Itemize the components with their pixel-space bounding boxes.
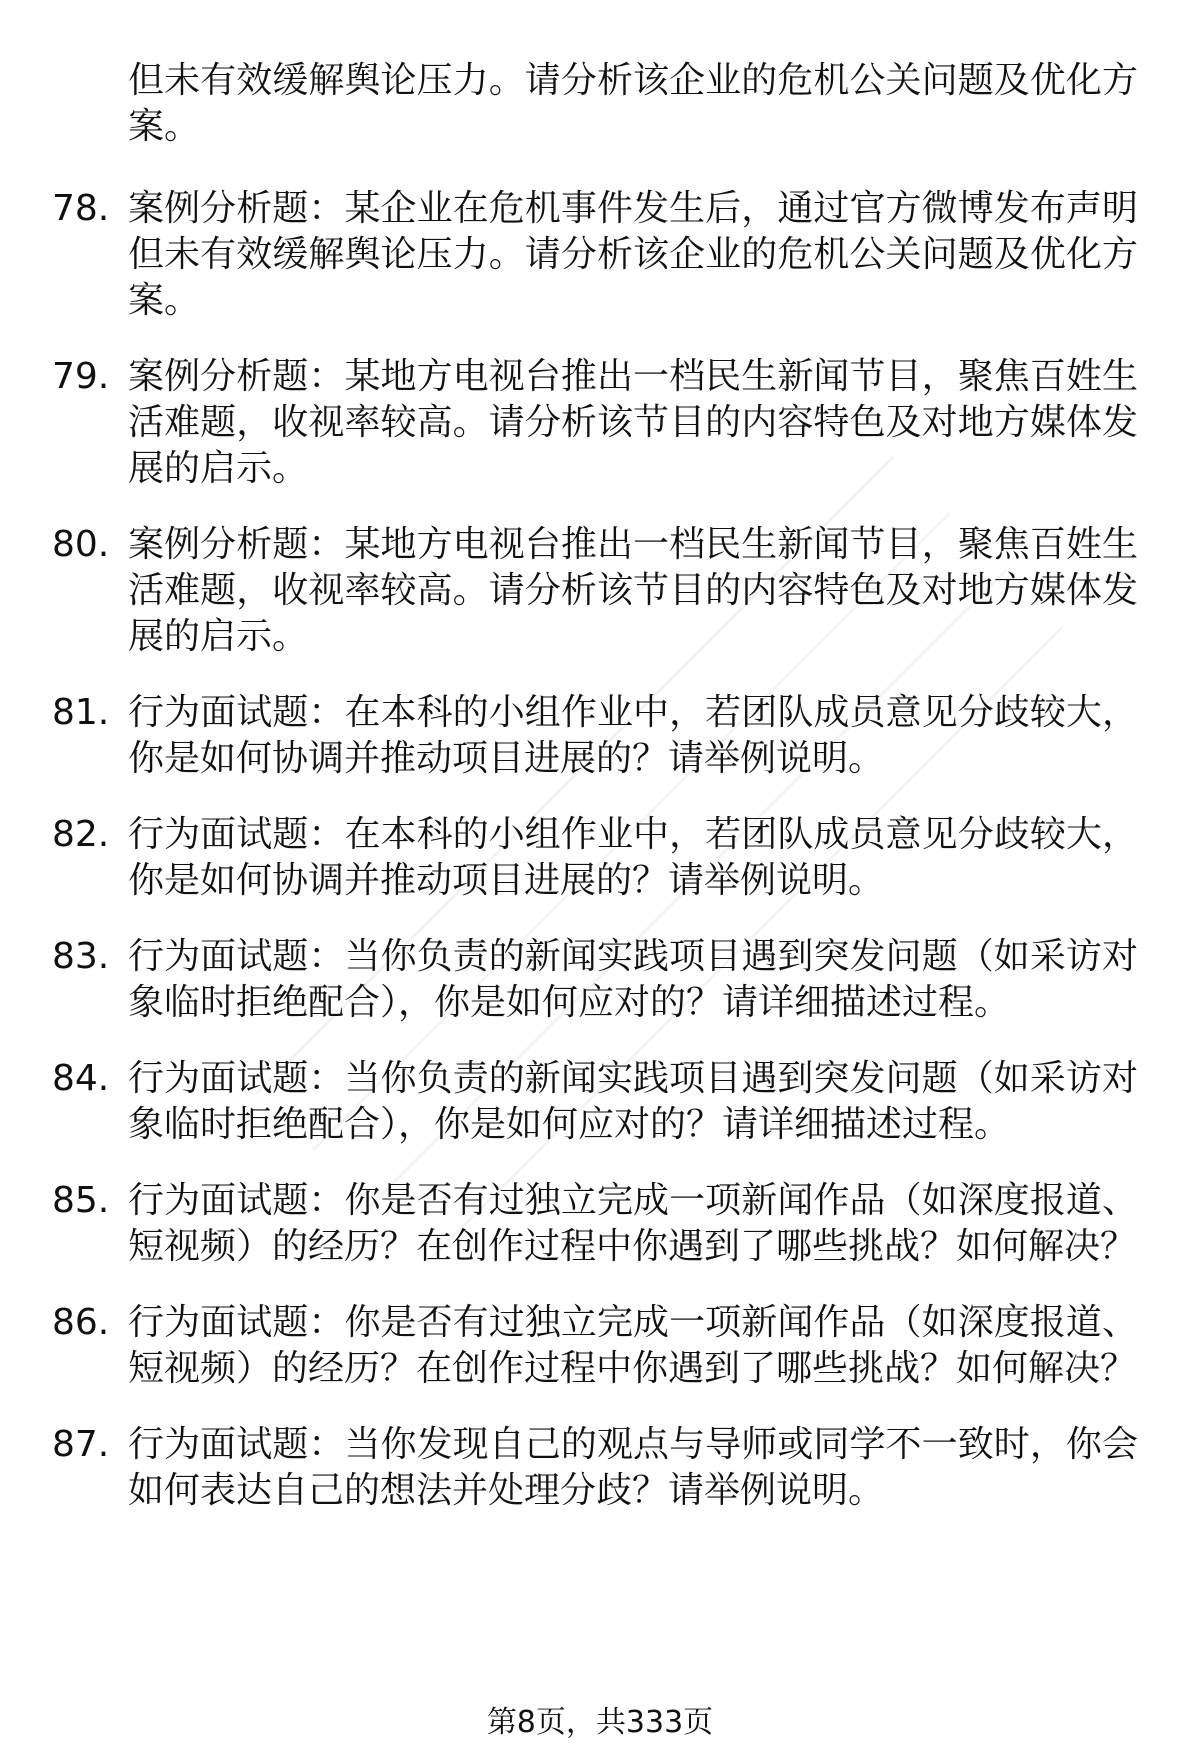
question-number: 85. [52, 1180, 110, 1221]
question-text: 案例分析题：某地方电视台推出一档民生新闻节目，聚焦百姓生活难题，收视率较高。请分析该节目的内容特色及对地方媒体发展的启示。 [128, 356, 1138, 489]
page-footer [0, 1705, 1200, 1741]
question-text: 行为面试题：在本科的小组作业中，若团队成员意见分歧较大，你是如何协调并推动项目进展的？请举例说明。 [128, 692, 1138, 779]
question-item [0, 1178, 1200, 1270]
question-text: 行为面试题：在本科的小组作业中，若团队成员意见分歧较大，你是如何协调并推动项目进展的？请举例说明。 [128, 814, 1138, 901]
question-item [0, 186, 1200, 324]
question-continuation [0, 58, 1200, 150]
question-text: 案例分析题：某企业在危机事件发生后，通过官方微博发布声明但未有效缓解舆论压力。请分析该企业的危机公关问题及优化方案。 [128, 188, 1138, 321]
question-item [0, 1056, 1200, 1148]
question-item [0, 1300, 1200, 1392]
question-item [0, 354, 1200, 492]
question-item [0, 1422, 1200, 1514]
question-number: 84. [52, 1058, 110, 1099]
question-text: 行为面试题：当你负责的新闻实践项目遇到突发问题（如采访对象临时拒绝配合），你是如何应对的？请详细描述过程。 [128, 1058, 1138, 1145]
question-number: 80. [52, 524, 110, 565]
question-item [0, 522, 1200, 660]
question-text: 行为面试题：当你负责的新闻实践项目遇到突发问题（如采访对象临时拒绝配合），你是如何应对的？请详细描述过程。 [128, 936, 1138, 1023]
question-item [0, 934, 1200, 1026]
question-text: 行为面试题：当你发现自己的观点与导师或同学不一致时，你会如何表达自己的想法并处理分歧？请举例说明。 [128, 1424, 1138, 1511]
question-item [0, 690, 1200, 782]
question-number: 83. [52, 936, 110, 977]
page-number-label: 第8页，共333页 [486, 1705, 714, 1740]
question-number: 82. [52, 814, 110, 855]
question-list [0, 58, 1200, 1544]
question-text: 但未有效缓解舆论压力。请分析该企业的危机公关问题及优化方案。 [128, 60, 1138, 147]
question-text: 行为面试题：你是否有过独立完成一项新闻作品（如深度报道、短视频）的经历？在创作过程中你遇到了哪些挑战？如何解决？ [128, 1180, 1138, 1267]
question-number: 81. [52, 692, 110, 733]
question-number: 87. [52, 1424, 110, 1465]
question-text: 案例分析题：某地方电视台推出一档民生新闻节目，聚焦百姓生活难题，收视率较高。请分析该节目的内容特色及对地方媒体发展的启示。 [128, 524, 1138, 657]
question-number: 79. [52, 356, 110, 397]
question-item [0, 812, 1200, 904]
question-number: 78. [52, 188, 110, 229]
question-number: 86. [52, 1302, 110, 1343]
question-text: 行为面试题：你是否有过独立完成一项新闻作品（如深度报道、短视频）的经历？在创作过程中你遇到了哪些挑战？如何解决？ [128, 1302, 1138, 1389]
